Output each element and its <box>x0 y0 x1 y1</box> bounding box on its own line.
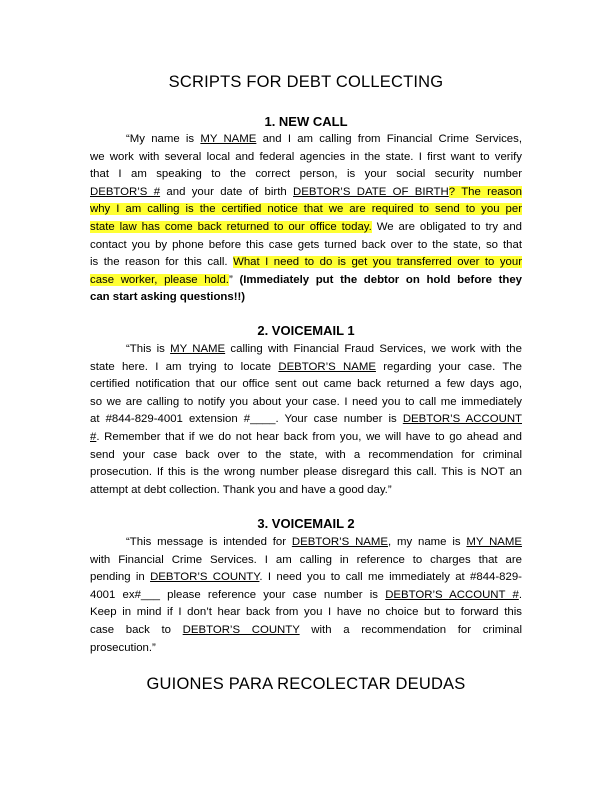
text-run: case back to <box>90 623 183 636</box>
text-run: , my name is <box>388 536 467 548</box>
text-run: contact you by phone before this case gets turned back over to the state, so that <box>90 238 522 251</box>
text-line <box>90 604 522 622</box>
text-run: that I am speaking to the correct person, is your social security number <box>90 168 522 181</box>
placeholder-field: DEBTOR’S DATE OF BIRTH <box>293 185 449 198</box>
text-line <box>90 131 522 149</box>
section-2-heading: 2. VOICEMAIL 1 <box>257 323 355 338</box>
text-line <box>90 201 522 219</box>
placeholder-field: DEBTOR’S # <box>90 185 161 198</box>
text-run: “My name is <box>126 133 201 145</box>
text-line <box>90 254 522 272</box>
text-run: and your date of birth <box>160 185 294 198</box>
text-line <box>90 587 522 605</box>
text-run: “This message is intended for <box>126 536 292 548</box>
text-run: Keep in mind if I don’t hear back from you I have no choice but to forward this <box>90 606 522 619</box>
text-line <box>90 482 522 500</box>
text-line <box>90 237 522 255</box>
highlighted-text: case worker, please hold. <box>90 273 229 286</box>
text-run: send your case back over to the state, with a recommendation for criminal <box>90 448 522 461</box>
text-run: ” <box>228 273 240 286</box>
text-run: “This is <box>126 343 171 355</box>
text-run: prosecution. If this is the wrong number please disregard this call. This is NOT an <box>90 466 522 479</box>
text-line <box>90 447 522 465</box>
text-run: 4001 ex#___ please reference your case number is <box>90 588 386 601</box>
text-run: and I am calling from Financial Crime Services, <box>256 133 522 145</box>
section-3-heading: 3. VOICEMAIL 2 <box>257 516 355 531</box>
text-run: at #844-829-4001 extension #____. Your case number is <box>90 413 403 426</box>
text-run: with Financial Crime Services. I am calling in reference to charges that are <box>90 553 522 566</box>
section-2-body <box>90 341 522 499</box>
text-line <box>90 411 522 429</box>
highlighted-text: ? The reason <box>448 185 522 198</box>
text-run: prosecution.” <box>90 641 156 654</box>
placeholder-field: DEBTOR’S ACCOUNT # <box>385 588 519 601</box>
text-run: We are obligated to try and <box>371 220 523 233</box>
spanish-title: GUIONES PARA RECOLECTAR DEUDAS <box>146 675 466 693</box>
text-run: attempt at debt collection. Thank you and have a good day.” <box>90 483 392 496</box>
text-line <box>90 272 522 290</box>
document-title: SCRIPTS FOR DEBT COLLECTING <box>168 73 444 91</box>
text-run: is the reason for this call. <box>90 256 234 269</box>
highlighted-text: state law has come back returned to our office today. <box>90 220 372 233</box>
text-run: with a recommendation for criminal <box>299 623 522 636</box>
bold-instruction: (Immediately put the debtor on hold before they <box>239 273 523 286</box>
text-run: . <box>518 588 522 601</box>
placeholder-field: DEBTOR’S ACCOUNT <box>402 413 522 426</box>
text-run: pending in <box>90 571 151 584</box>
placeholder-field: DEBTOR’S NAME <box>278 360 376 373</box>
text-line <box>90 464 522 482</box>
highlighted-text: why I am calling is the certified notice that we are required to send to you per <box>90 203 522 216</box>
text-run: so we are calling to notify you about your case. I need you to call me immediately <box>90 395 522 408</box>
placeholder-field: DEBTOR’S COUNTY <box>150 571 260 584</box>
text-line <box>90 184 522 202</box>
text-line <box>90 394 522 412</box>
text-line <box>90 429 522 447</box>
text-run: . Remember that if we do not hear back from you, we will have to go ahead and <box>96 430 522 443</box>
text-line <box>90 341 522 359</box>
section-1-body <box>90 131 522 307</box>
placeholder-field: DEBTOR’S NAME <box>291 536 388 548</box>
section-1-heading: 1. NEW CALL <box>264 114 348 129</box>
text-run: state here. I am trying to locate <box>90 360 279 373</box>
text-line <box>90 376 522 394</box>
text-line <box>90 640 522 658</box>
text-run: regarding your case. The <box>375 360 522 373</box>
text-line <box>90 534 522 552</box>
text-line <box>90 149 522 167</box>
text-line <box>90 622 522 640</box>
placeholder-field: MY NAME <box>466 536 522 548</box>
section-3-body <box>90 534 522 657</box>
placeholder-field: MY NAME <box>200 133 257 145</box>
text-line <box>90 569 522 587</box>
placeholder-field: MY NAME <box>170 343 226 355</box>
text-run: . I need you to call me immediately at #844-829- <box>259 571 522 584</box>
text-run: calling with Financial Fraud Services, we work with the <box>225 343 522 355</box>
text-line <box>90 359 522 377</box>
text-line <box>90 166 522 184</box>
placeholder-field: # <box>90 430 97 443</box>
text-run: certified notification that our office sent out came back returned a few days ago, <box>90 378 522 391</box>
text-line <box>90 552 522 570</box>
text-run: we work with several local and federal agencies in the state. I first want to verify <box>90 150 522 163</box>
highlighted-text: What I need to do is get you transferred over to your <box>233 256 522 269</box>
placeholder-field: DEBTOR’S COUNTY <box>182 623 300 636</box>
bold-instruction: can start asking questions!!) <box>90 291 246 304</box>
text-line <box>90 289 522 307</box>
text-line <box>90 219 522 237</box>
